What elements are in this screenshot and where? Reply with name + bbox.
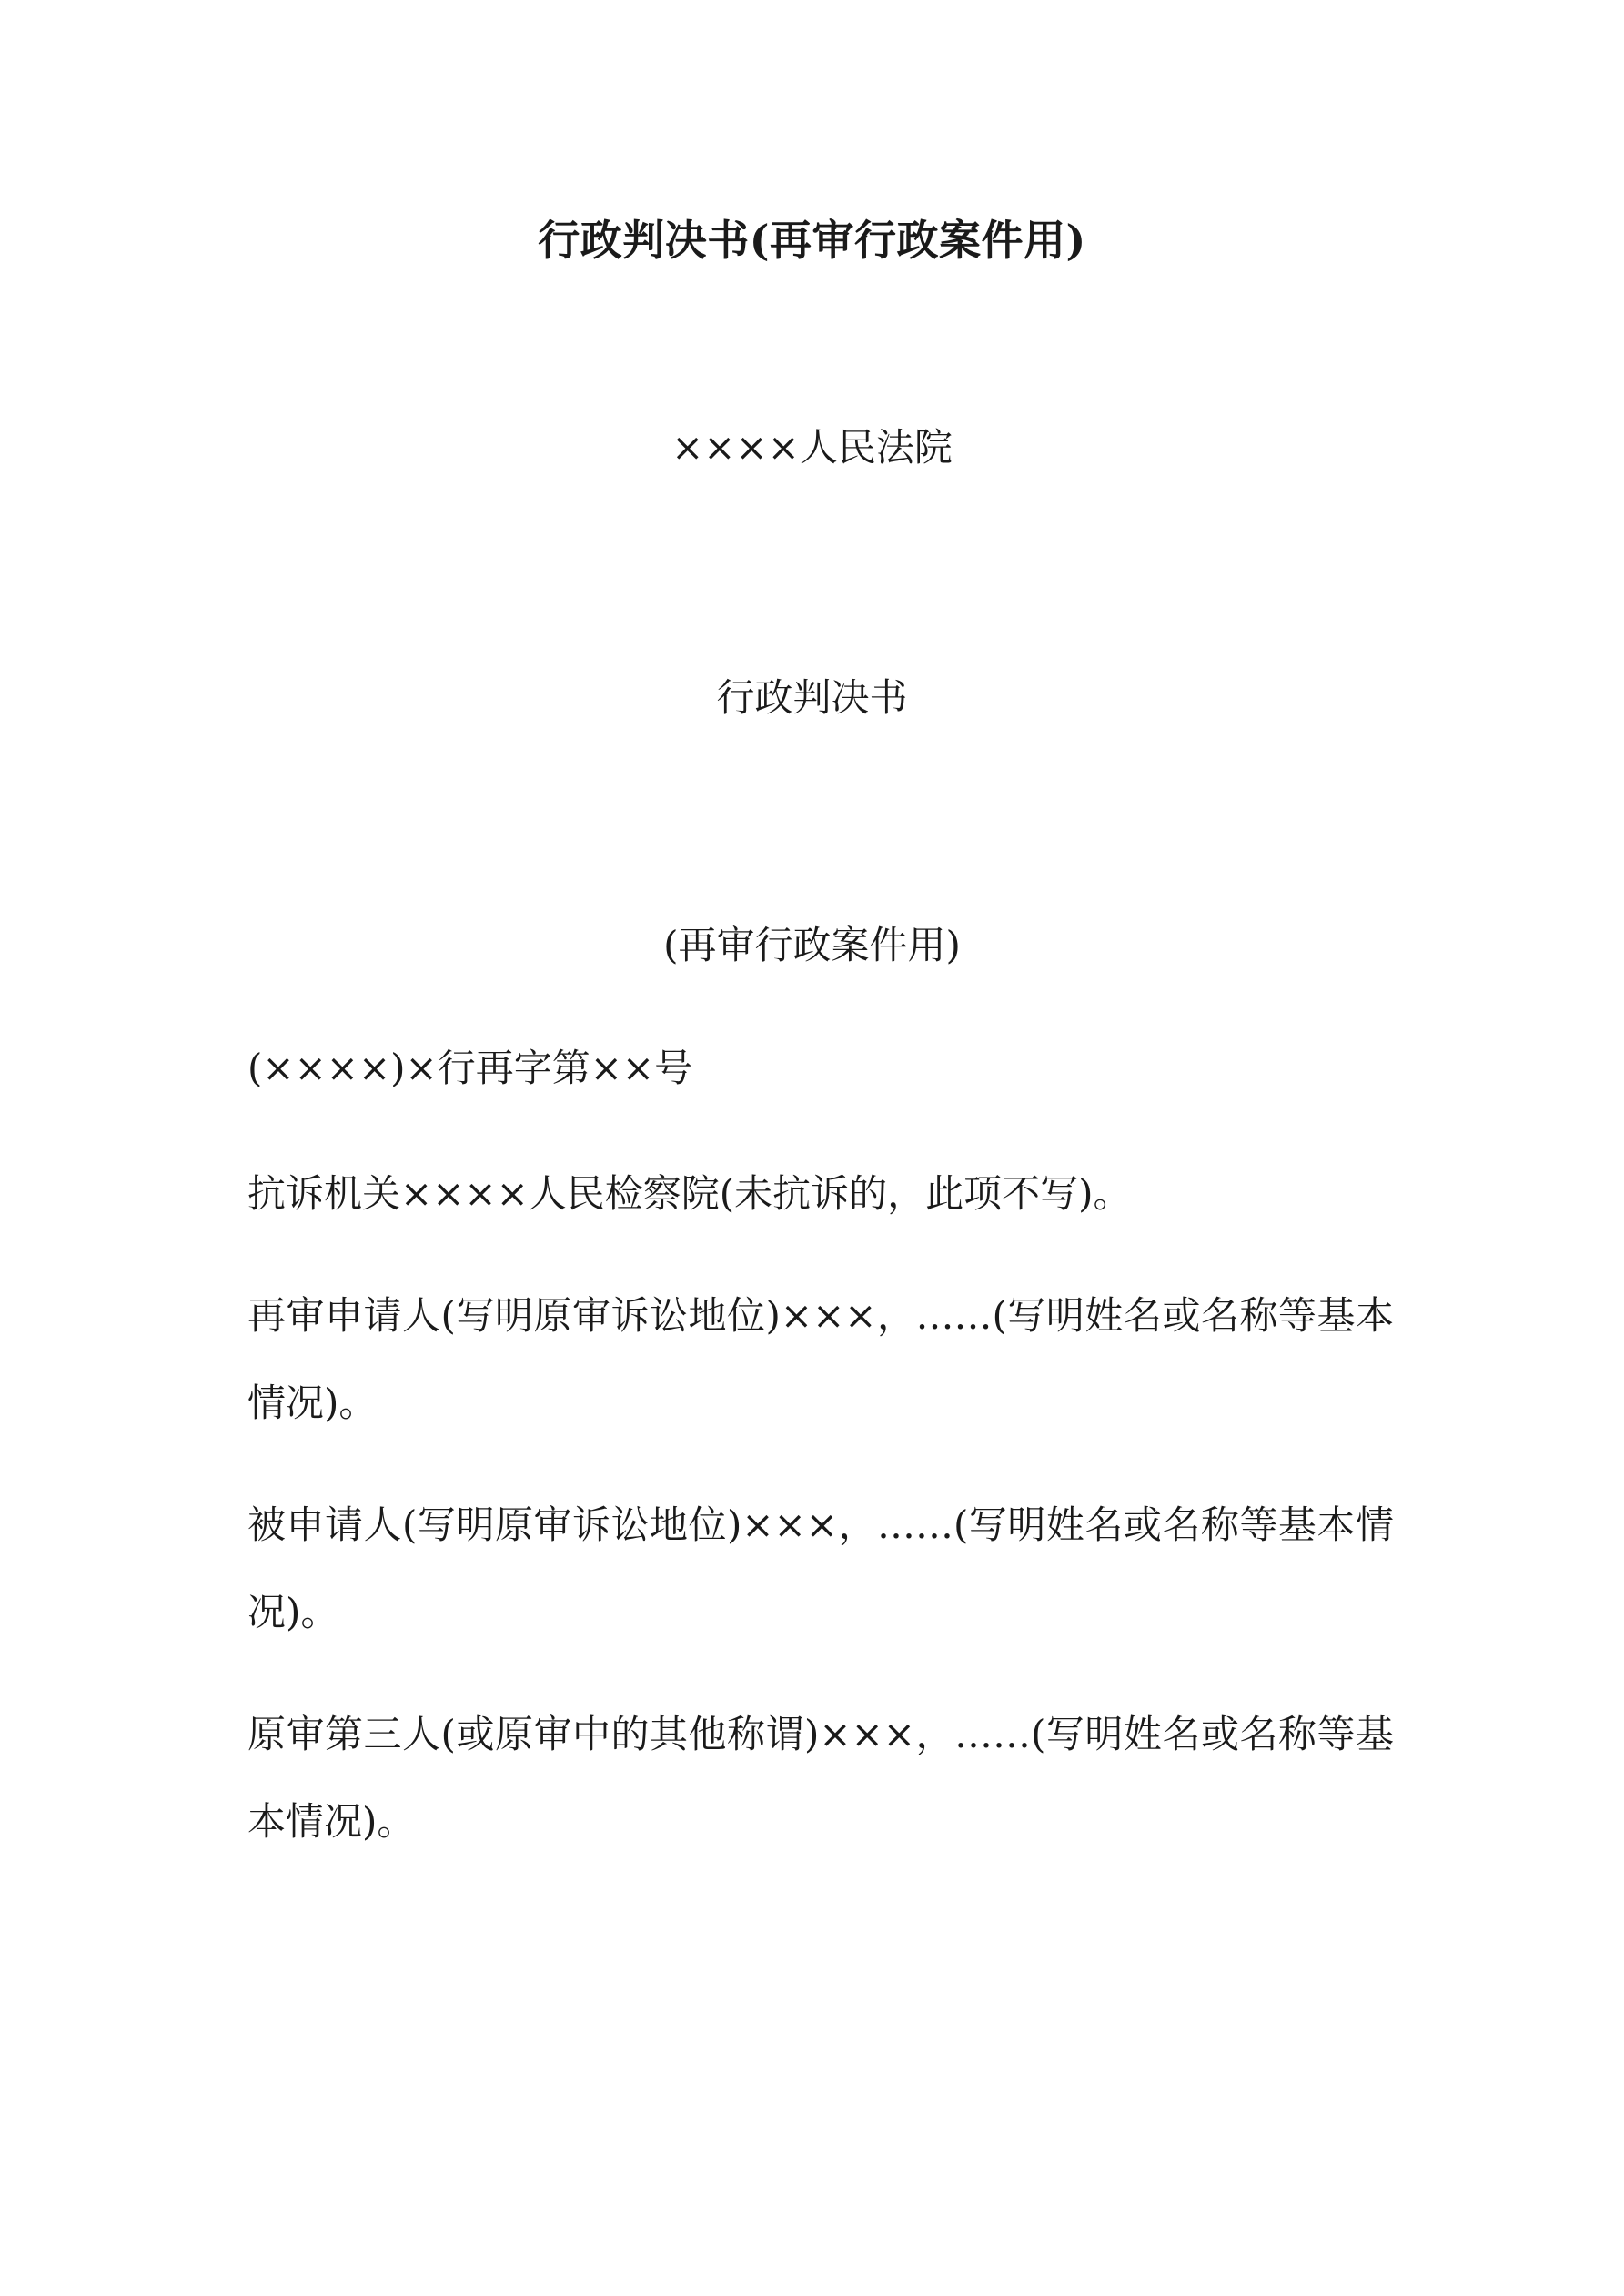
document-type-heading: 行政判决书 [716, 675, 908, 720]
document-title: 行政判决书(再审行政案件用) [538, 216, 1086, 265]
document-subtitle: (再审行政案件用) [663, 923, 961, 967]
retrial-applicant-paragraph: 再审申请人(写明原审诉讼地位)×××，……(写明姓名或名称等基本情况)。 [247, 1293, 1394, 1425]
respondent-paragraph: 被申请人(写明原审诉讼地位)×××，……(写明姓名或名称等基本情况)。 [247, 1502, 1394, 1634]
case-number: (××××)×行再字第××号 [247, 1046, 693, 1090]
protest-organ-paragraph: 抗诉机关××××人民检察院(未抗诉的，此项不写)。 [247, 1171, 1132, 1216]
court-name: ××××人民法院 [671, 425, 953, 470]
third-party-paragraph: 原审第三人(或原审中的其他称谓)×××，……(写明姓名或名称等基本情况)。 [247, 1712, 1394, 1844]
